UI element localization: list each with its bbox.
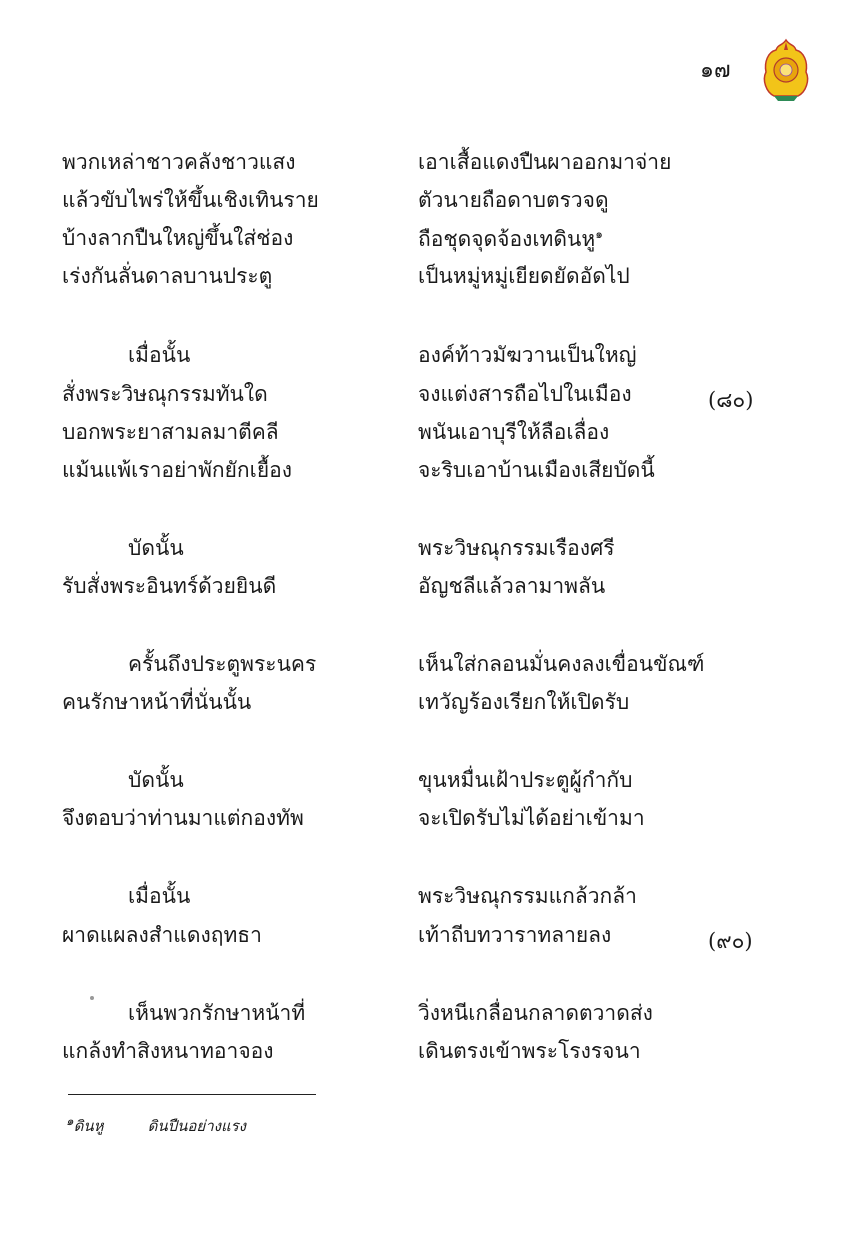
verse-number: (๘๐) [708,388,754,412]
verse-line: เทวัญร้องเรียกให้เปิดรับ [418,690,630,714]
verse-line: พระวิษณุกรรมแกล้วกล้า [418,884,637,908]
footnote-marker: ๑ [595,227,603,241]
verse-line: พนันเอาบุรีให้ลือเลื่อง [418,420,610,444]
verse-line: คนรักษาหน้าที่นั่นนั้น [62,690,252,714]
verse-line: เห็นพวกรักษาหน้าที่ [128,1001,306,1025]
footnote-definition: ดินปืนอย่างแรง [147,1117,246,1135]
verse-line: บัดนั้น [128,536,184,560]
verse-line: ผาดแผลงสำแดงฤทธา [62,923,262,947]
footnote [66,1112,246,1138]
verse-line: แม้นแพ้เราอย่าพักยักเยื้อง [62,458,292,482]
verse-line: ถือชุดจุดจ้องเทดินหู$^๑$ [418,227,603,251]
verse-line: เป็นหมู่หมู่เยียดยัดอัดไป [418,264,630,288]
page-number: ๑๗ [700,58,731,83]
verse-line: องค์ท้าวมัฆวานเป็นใหญ่ [418,343,637,367]
verse-line: แล้วขับไพร่ให้ขึ้นเชิงเทินราย [62,188,319,212]
verse-line: วิ่งหนีเกลื่อนกลาดตวาดส่ง [418,1001,653,1025]
verse-line: เดินตรงเข้าพระโรงรจนา [418,1039,641,1063]
verse-line: แกล้งทำสิงหนาทอาจอง [62,1039,274,1063]
verse-line: จะริบเอาบ้านเมืองเสียบัดนี้ [418,458,655,482]
verse-line: ครั้นถึงประตูพระนคร [128,652,317,676]
verse-line: เมื่อนั้น [128,884,191,908]
verse-line: สั่งพระวิษณุกรรมทันใด [62,382,268,406]
verse-line: เอาเสื้อแดงปืนผาออกมาจ่าย [418,150,672,174]
footnote-term: ดินหู [73,1117,104,1135]
verse-line: ตัวนายถือดาบตรวจดู [418,188,609,212]
verse-line: บ้างลากปืนใหญ่ขึ้นใส่ช่อง [62,226,294,250]
verse-line: บอกพระยาสามลมาตีคลี [62,420,279,444]
verse-line: เมื่อนั้น [128,343,191,367]
speck-mark [90,996,94,1000]
verse-line: อัญชลีแล้วลามาพลัน [418,574,606,598]
royal-emblem-logo [760,38,812,102]
verse-line: จึงตอบว่าท่านมาแต่กองทัพ [62,806,304,830]
verse-line: จงแต่งสารถือไปในเมือง [418,382,632,406]
footnote-marker: ๑ [66,1114,74,1128]
verse-line: เร่งกันลั่นดาลบานประตู [62,264,273,288]
verse-line: ขุนหมื่นเฝ้าประตูผู้กำกับ [418,768,633,792]
verse-line: บัดนั้น [128,768,184,792]
verse-line: เท้าถีบทวาราทลายลง [418,923,612,947]
verse-line: พระวิษณุกรรมเรืองศรี [418,536,615,560]
verse-line: จะเปิดรับไม่ได้อย่าเข้ามา [418,806,645,830]
verse-line: พวกเหล่าชาวคลังชาวแสง [62,150,296,174]
verse-line: เห็นใส่กลอนมั่นคงลงเขื่อนขัณฑ์ [418,652,705,676]
footnote-divider [68,1094,316,1095]
verse-line: รับสั่งพระอินทร์ด้วยยินดี [62,574,277,598]
verse-number: (๙๐) [708,929,753,953]
